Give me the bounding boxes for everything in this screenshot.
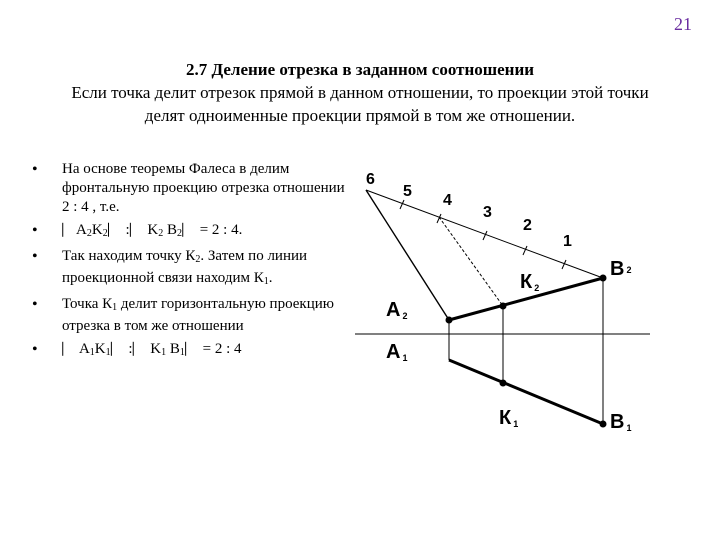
point-subscript: 2 [195, 254, 201, 265]
ratio-result: = 2 : 4. [199, 222, 243, 238]
bullet-item-ratio-frontal: • $⎸A_2K_2⎸$ :⎸ $K_2$ $B_2⎸ = 2$ : 4. [32, 221, 354, 243]
bullet-text: . [268, 270, 273, 286]
bullet-item-ratio-horizontal: • ⎸ $A_1K_1⎸$ :⎸ $K_1$ $B_1⎸ = 2$ : 4 [32, 340, 354, 362]
point-subscript: 2 [158, 228, 164, 239]
point-subscript: 1 [112, 302, 118, 313]
point-label: K [147, 222, 159, 238]
tick-label-3: 3 [483, 204, 492, 221]
bullet-text: . Затем по линии проекционной связи находим К [62, 248, 308, 286]
segment-a1b1 [449, 360, 603, 424]
point-subscript: 1 [161, 347, 167, 358]
point-subscript: 1 [89, 347, 95, 358]
point-k2 [500, 303, 507, 310]
point-label: K [150, 341, 162, 357]
tick-label-2: 2 [523, 217, 532, 234]
tick-label-5: 5 [403, 183, 412, 200]
point-label: A [78, 341, 90, 357]
bullet-text: делит горизонтальную проекцию отрезка в том же отношении [62, 296, 334, 334]
bullet-text: Так находим точку К [62, 248, 196, 264]
point-subscript: 2 [102, 228, 108, 239]
label-a2: A 2 [386, 299, 408, 321]
point-subscript: 2 [176, 228, 182, 239]
point-subscript: 1 [105, 347, 111, 358]
point-b1 [600, 421, 607, 428]
label-k1: К 1 [499, 407, 519, 429]
ratio-result: = 2 : 4 [202, 341, 242, 357]
ratio-separator: : [128, 341, 133, 357]
point-label: B [166, 222, 177, 238]
bullet-text: Точка К [62, 296, 113, 312]
connector-6-a2 [366, 190, 449, 320]
point-subscript: 2 [86, 228, 92, 239]
label-k2: К 2 [520, 271, 540, 293]
point-label: K [91, 222, 103, 238]
point-a2 [446, 317, 453, 324]
section-heading: 2.7 Деление отрезка в заданном соотношении [185, 60, 535, 79]
label-a1: A 1 [386, 341, 408, 363]
tick-label-1: 1 [563, 233, 572, 250]
parallel-4-k2 [439, 217, 503, 306]
tick-label-6: 6 [366, 171, 375, 188]
point-label: K [94, 341, 106, 357]
bullet-text: На основе теоремы Фалеса в делим фронтальную проекцию отрезка отношении 2 : 4 , т.е. [62, 161, 345, 215]
label-b2: B 2 [610, 258, 632, 280]
tick-label-4: 4 [443, 192, 452, 209]
page-number: 21 [674, 14, 692, 34]
point-label: B [169, 341, 180, 357]
point-b2 [600, 275, 607, 282]
point-k1 [500, 380, 507, 387]
ratio-separator: : [125, 222, 130, 238]
theorem-statement: Если точка делит отрезок прямой в данном отношении, то проекции этой точки делят одноименные проекции прямой в том же отношении. [71, 83, 649, 125]
point-subscript: 1 [263, 276, 269, 287]
point-subscript: 1 [179, 347, 185, 358]
point-label: A [76, 222, 87, 238]
label-b1: B 1 [610, 411, 632, 433]
